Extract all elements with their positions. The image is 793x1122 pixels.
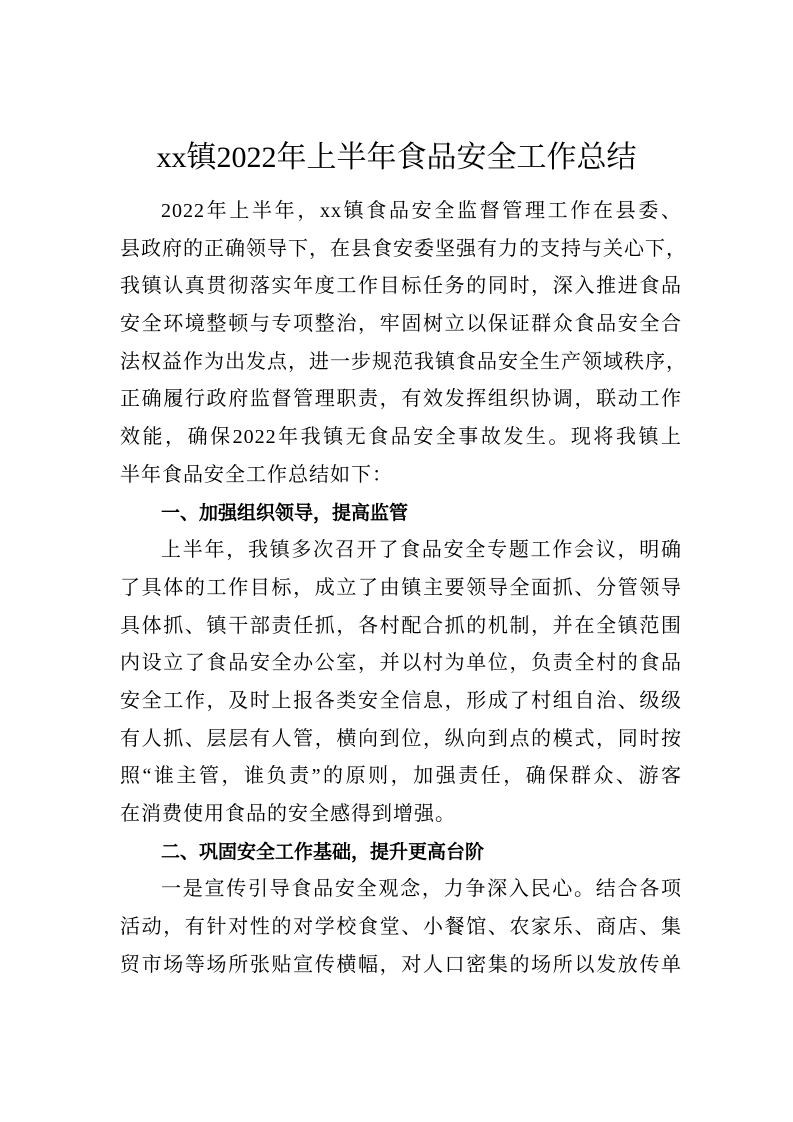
text-line: 了具体的工作目标，成立了由镇主要领导全面抓、分管领导 — [120, 576, 682, 599]
text-line: 安全环境整顿与专项整治，牢固树立以保证群众食品安全合 — [120, 313, 682, 336]
text-line: 具体抓、镇干部责任抓，各村配合抓的机制，并在全镇范围 — [120, 614, 682, 637]
text-line: 贸市场等场所张贴宣传横幅，对人口密集的场所以发放传单 — [120, 953, 682, 976]
text-line: 法权益作为出发点，进一步规范我镇食品安全生产领域秩序， — [120, 350, 687, 373]
section-heading-1: 一、加强组织领导，提高监管 — [161, 501, 409, 524]
document-body — [120, 193, 687, 984]
text-line: 照“谁主管，谁负责”的原则，加强责任，确保群众、游客 — [120, 765, 682, 788]
text-line: 有人抓、层层有人管，横向到位，纵向到点的模式，同时按 — [120, 727, 682, 750]
text-line: 县政府的正确领导下，在县食安委坚强有力的支持与关心下， — [120, 237, 687, 260]
text-line: 上半年，我镇多次召开了食品安全专题工作会议，明确 — [161, 539, 682, 562]
text-line: 内设立了食品安全办公室，并以村为单位，负责全村的食品 — [120, 652, 682, 675]
text-line: 效能，确保2022年我镇无食品安全事故发生。现将我镇上 — [120, 426, 682, 449]
text-line: 一是宣传引导食品安全观念，力争深入民心。结合各项 — [161, 878, 682, 901]
document-title: xx镇2022年上半年食品安全工作总结 — [156, 141, 637, 174]
text-line: 半年食品安全工作总结如下： — [120, 463, 393, 486]
section-heading-2: 二、巩固安全工作基础，提升更高台阶 — [161, 840, 485, 863]
text-line: 正确履行政府监督管理职责，有效发挥组织协调，联动工作 — [120, 388, 682, 411]
text-line: 我镇认真贯彻落实年度工作目标任务的同时，深入推进食品 — [120, 275, 682, 298]
text-line: 活动，有针对性的对学校食堂、小餐馆、农家乐、商店、集 — [120, 916, 682, 939]
text-line: 安全工作，及时上报各类安全信息，形成了村组自治、级级 — [120, 689, 682, 712]
text-line: 2022年上半年，xx镇食品安全监督管理工作在县委、 — [161, 200, 682, 222]
text-line: 在消费使用食品的安全感得到增强。 — [120, 803, 456, 825]
